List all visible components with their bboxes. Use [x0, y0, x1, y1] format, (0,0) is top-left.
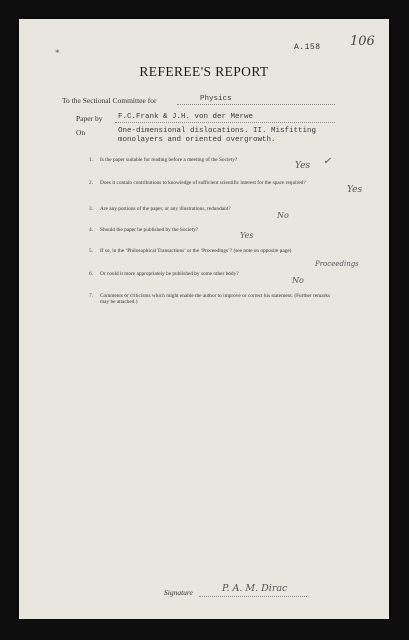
page-title: REFEREE'S REPORT	[139, 64, 269, 79]
signature-rule	[199, 596, 307, 597]
folio-number: 106	[350, 34, 375, 49]
on-label: On	[76, 128, 86, 137]
committee-label: To the Sectional Committee for	[62, 96, 157, 105]
signature-handwritten: P. A. M. Dirac	[222, 583, 288, 594]
question-number: 2.	[89, 180, 93, 186]
reference-number: A.158	[294, 43, 321, 52]
question-text: If so, in the ‘Philosophical Transactions’ or the ‘Proceedings’? (see note on opposite page)	[100, 248, 292, 254]
corner-mark: *	[55, 48, 60, 58]
report-sheet	[19, 19, 389, 619]
question-number: 3.	[89, 206, 93, 212]
question-number: 4.	[89, 227, 93, 233]
answer-handwritten: No	[277, 211, 289, 220]
question-text: Should the paper be published by the Society?	[100, 227, 199, 233]
paper-by-value: F.C.Frank & J.H. von der Merwe	[118, 113, 254, 121]
paper-by-rule	[115, 122, 335, 123]
committee-rule	[177, 104, 335, 105]
question-text: Comments or criticisms which might enable the author to improve or correct his statement. (Further remarks may be attached.)	[100, 293, 331, 306]
question-number: 1.	[89, 157, 93, 163]
answer-handwritten: Proceedings	[315, 260, 359, 268]
question-number: 6.	[89, 271, 93, 277]
committee-value: Physics	[200, 95, 232, 103]
question-text: Are any portions of the paper, or any illustrations, redundant?	[100, 206, 231, 212]
answer-handwritten: Yes	[295, 161, 311, 171]
question-text: Is the paper suitable for reading before a meeting of the Society?	[100, 157, 238, 163]
question-text: Or could it more appropriately be published by some other body?	[100, 271, 239, 277]
on-value-line2: monolayers and oriented overgrowth.	[118, 136, 276, 144]
check-mark-icon: ✓	[323, 156, 332, 167]
signature-label: Signature	[164, 588, 193, 597]
question-number: 5.	[89, 248, 93, 254]
on-value-line1: One-dimensional dislocations. II. Misfitting	[118, 127, 317, 135]
paper-by-label: Paper by	[76, 114, 103, 123]
answer-handwritten: No	[292, 276, 304, 285]
question-number: 7.	[89, 293, 93, 299]
answer-handwritten: Yes	[240, 231, 254, 240]
question-text: Does it contain contributions to knowledge of sufficient scientific interest for the space required?	[100, 180, 306, 186]
answer-handwritten: Yes	[347, 185, 363, 195]
